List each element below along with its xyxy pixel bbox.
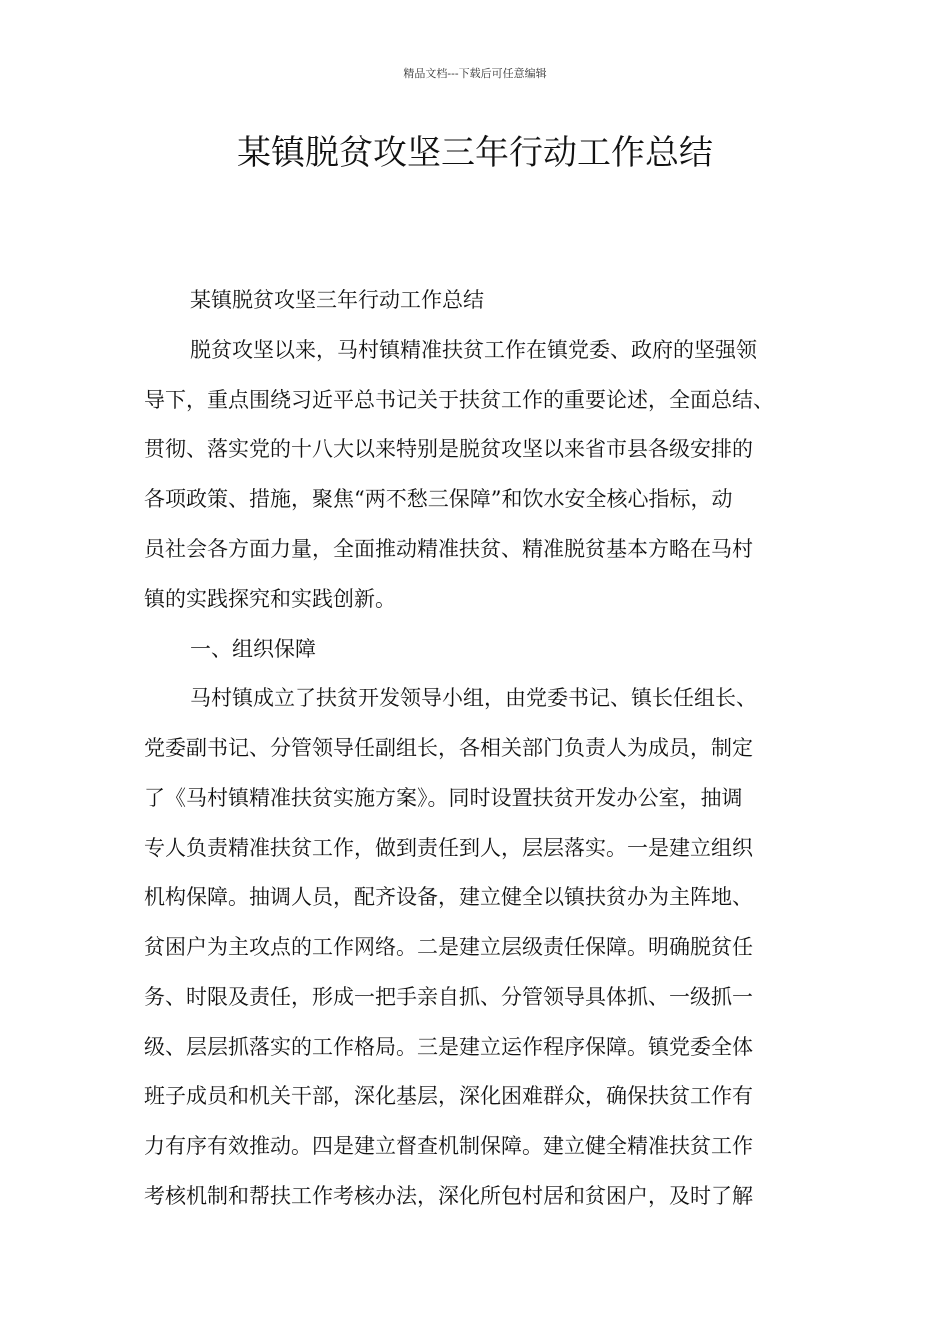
body-line: 脱贫攻坚以来，马村镇精准扶贫工作在镇党委、政府的坚强领 [190, 338, 757, 362]
body-line: 班子成员和机关干部，深化基层，深化困难群众，确保扶贫工作有 [144, 1084, 753, 1108]
section-heading: 一、组织保障 [190, 637, 316, 661]
body-line: 员社会各方面力量，全面推动精准扶贫、精准脱贫基本方略在马村 [144, 537, 753, 561]
body-line: 马村镇成立了扶贫开发领导小组，由党委书记、镇长任组长、 [190, 686, 757, 710]
body-line: 务、时限及责任，形成一把手亲自抓、分管领导具体抓、一级抓一 [144, 985, 753, 1009]
body-line: 镇的实践探究和实践创新。 [144, 587, 396, 611]
header-note: 精品文档---下载后可任意编辑 [403, 67, 547, 80]
body-line: 机构保障。抽调人员，配齐设备，建立健全以镇扶贫办为主阵地、 [144, 885, 753, 909]
body-line: 级、层层抓落实的工作格局。三是建立运作程序保障。镇党委全体 [144, 1035, 753, 1059]
body-line: 党委副书记、分管领导任副组长，各相关部门负责人为成员，制定 [144, 736, 753, 760]
body-line: 各项政策、措施，聚焦“两不愁三保障”和饮水安全核心指标，动 [144, 487, 733, 511]
body-line: 贫困户为主攻点的工作网络。二是建立层级责任保障。明确脱贫任 [144, 935, 753, 959]
body-line: 专人负责精准扶贫工作，做到责任到人，层层落实。一是建立组织 [144, 836, 753, 860]
body-line: 某镇脱贫攻坚三年行动工作总结 [190, 288, 484, 312]
document-title: 某镇脱贫攻坚三年行动工作总结 [237, 133, 713, 173]
body-line: 考核机制和帮扶工作考核办法，深化所包村居和贫困户，及时了解 [144, 1184, 753, 1208]
body-line: 导下，重点围绕习近平总书记关于扶贫工作的重要论述，全面总结、 [144, 388, 774, 412]
body-line: 贯彻、落实党的十八大以来特别是脱贫攻坚以来省市县各级安排的 [144, 437, 753, 461]
body-line: 力有序有效推动。四是建立督查机制保障。建立健全精准扶贫工作 [144, 1134, 753, 1158]
body-line: 了《马村镇精准扶贫实施方案》。同时设置扶贫开发办公室，抽调 [144, 786, 743, 810]
